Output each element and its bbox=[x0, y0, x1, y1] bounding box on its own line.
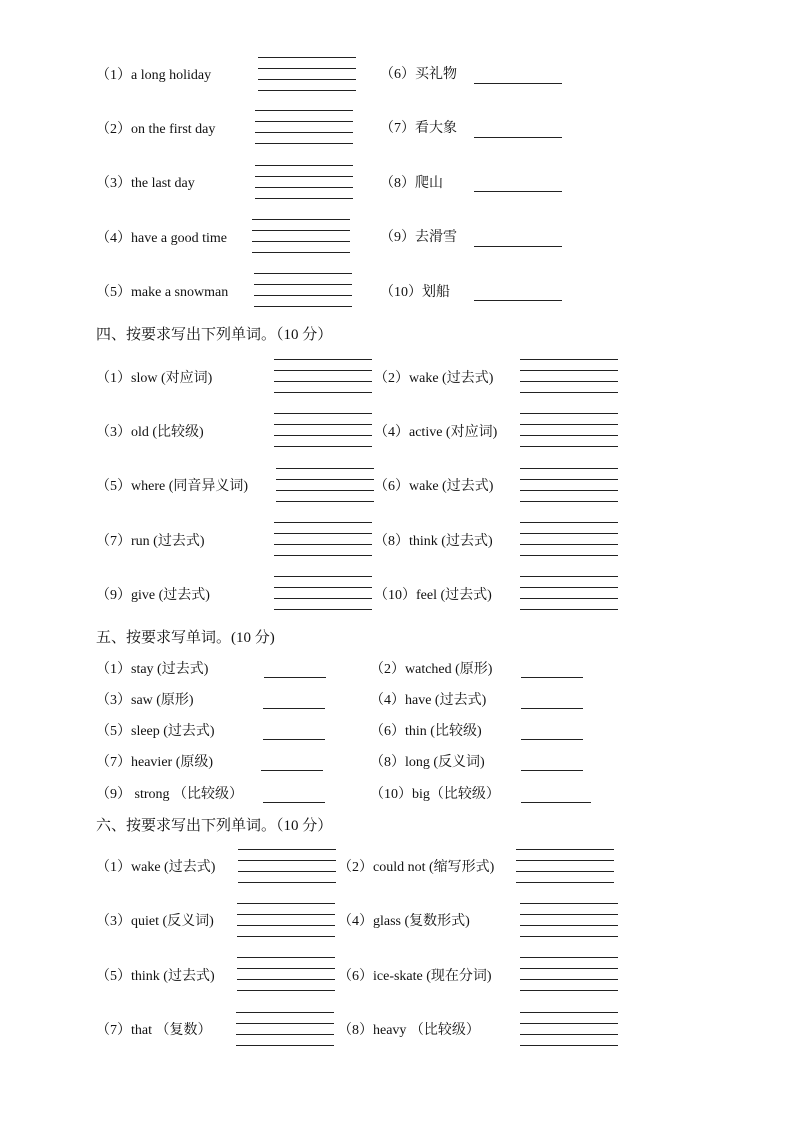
question-6-8: （8）heavy （比较级） bbox=[338, 1023, 480, 1038]
answer-lines-6-7[interactable] bbox=[236, 1012, 334, 1048]
answer-blank-5-7[interactable] bbox=[261, 770, 323, 771]
section-6-heading: 六、按要求写出下列单词。（10 分） bbox=[96, 818, 333, 834]
answer-lines-3-4[interactable] bbox=[252, 219, 350, 255]
answer-blank-3-7[interactable] bbox=[474, 137, 562, 138]
answer-lines-3-3[interactable] bbox=[255, 165, 353, 201]
question-5-8: （8）long (反义词) bbox=[370, 755, 485, 770]
answer-lines-6-8[interactable] bbox=[520, 1012, 618, 1048]
answer-lines-6-5[interactable] bbox=[237, 957, 335, 993]
question-3-5: （5）make a snowman bbox=[96, 285, 229, 300]
answer-blank-5-4[interactable] bbox=[521, 708, 583, 709]
question-4-4: （4）active (对应词) bbox=[374, 425, 498, 440]
question-3-6: （6）买礼物 bbox=[380, 67, 457, 82]
question-4-8: （8）think (过去式) bbox=[374, 534, 493, 549]
answer-lines-4-1[interactable] bbox=[274, 359, 372, 395]
answer-lines-6-6[interactable] bbox=[520, 957, 618, 993]
answer-lines-3-5[interactable] bbox=[254, 273, 352, 309]
answer-blank-3-6[interactable] bbox=[474, 83, 562, 84]
question-3-7: （7）看大象 bbox=[380, 121, 457, 136]
answer-blank-5-10[interactable] bbox=[521, 802, 591, 803]
question-4-10: （10）feel (过去式) bbox=[374, 588, 492, 603]
answer-lines-3-2[interactable] bbox=[255, 110, 353, 146]
answer-blank-5-3[interactable] bbox=[263, 708, 325, 709]
question-3-9: （9）去滑雪 bbox=[380, 230, 457, 245]
answer-blank-3-8[interactable] bbox=[474, 191, 562, 192]
answer-blank-5-9[interactable] bbox=[263, 802, 325, 803]
section-5-heading: 五、按要求写单词。(10 分) bbox=[96, 630, 275, 646]
answer-blank-5-2[interactable] bbox=[521, 677, 583, 678]
question-6-5: （5）think (过去式) bbox=[96, 969, 215, 984]
answer-lines-4-9[interactable] bbox=[274, 576, 372, 612]
question-4-5: （5）where (同音异义词) bbox=[96, 479, 249, 494]
answer-lines-4-7[interactable] bbox=[274, 522, 372, 558]
question-5-9: （9） strong （比较级） bbox=[96, 787, 243, 802]
question-6-4: （4）glass (复数形式) bbox=[338, 914, 470, 929]
answer-blank-5-8[interactable] bbox=[521, 770, 583, 771]
question-4-7: （7）run (过去式) bbox=[96, 534, 205, 549]
answer-blank-3-10[interactable] bbox=[474, 300, 562, 301]
question-4-1: （1）slow (对应词) bbox=[96, 371, 213, 386]
answer-lines-6-4[interactable] bbox=[520, 903, 618, 939]
question-4-3: （3）old (比较级) bbox=[96, 425, 204, 440]
question-4-9: （9）give (过去式) bbox=[96, 588, 210, 603]
question-6-1: （1）wake (过去式) bbox=[96, 860, 216, 875]
question-5-6: （6）thin (比较级) bbox=[370, 724, 482, 739]
question-5-4: （4）have (过去式) bbox=[370, 693, 487, 708]
question-6-3: （3）quiet (反义词) bbox=[96, 914, 214, 929]
answer-lines-6-2[interactable] bbox=[516, 849, 614, 885]
question-5-7: （7）heavier (原级) bbox=[96, 755, 214, 770]
question-5-1: （1）stay (过去式) bbox=[96, 662, 209, 677]
answer-lines-4-3[interactable] bbox=[274, 413, 372, 449]
answer-lines-4-8[interactable] bbox=[520, 522, 618, 558]
question-4-6: （6）wake (过去式) bbox=[374, 479, 494, 494]
answer-lines-6-1[interactable] bbox=[238, 849, 336, 885]
answer-blank-5-1[interactable] bbox=[264, 677, 326, 678]
answer-lines-4-4[interactable] bbox=[520, 413, 618, 449]
question-6-2: （2）could not (缩写形式) bbox=[338, 860, 495, 875]
question-5-10: （10）big（比较级） bbox=[370, 787, 500, 802]
answer-lines-4-5[interactable] bbox=[276, 468, 374, 504]
answer-lines-4-2[interactable] bbox=[520, 359, 618, 395]
answer-blank-5-6[interactable] bbox=[521, 739, 583, 740]
answer-lines-6-3[interactable] bbox=[237, 903, 335, 939]
question-3-1: （1）a long holiday bbox=[96, 68, 212, 83]
question-5-5: （5）sleep (过去式) bbox=[96, 724, 215, 739]
question-4-2: （2）wake (过去式) bbox=[374, 371, 494, 386]
question-3-10: （10）划船 bbox=[380, 285, 450, 300]
question-3-4: （4）have a good time bbox=[96, 231, 228, 246]
answer-blank-3-9[interactable] bbox=[474, 246, 562, 247]
answer-blank-5-5[interactable] bbox=[263, 739, 325, 740]
question-5-3: （3）saw (原形) bbox=[96, 693, 194, 708]
question-6-6: （6）ice-skate (现在分词) bbox=[338, 969, 492, 984]
question-3-8: （8）爬山 bbox=[380, 176, 443, 191]
answer-lines-4-6[interactable] bbox=[520, 468, 618, 504]
question-3-3: （3）the last day bbox=[96, 176, 195, 191]
answer-lines-3-1[interactable] bbox=[258, 57, 356, 93]
answer-lines-4-10[interactable] bbox=[520, 576, 618, 612]
question-3-2: （2）on the first day bbox=[96, 122, 216, 137]
section-4-heading: 四、按要求写出下列单词。（10 分） bbox=[96, 327, 333, 343]
question-6-7: （7）that （复数） bbox=[96, 1023, 212, 1038]
question-5-2: （2）watched (原形) bbox=[370, 662, 493, 677]
